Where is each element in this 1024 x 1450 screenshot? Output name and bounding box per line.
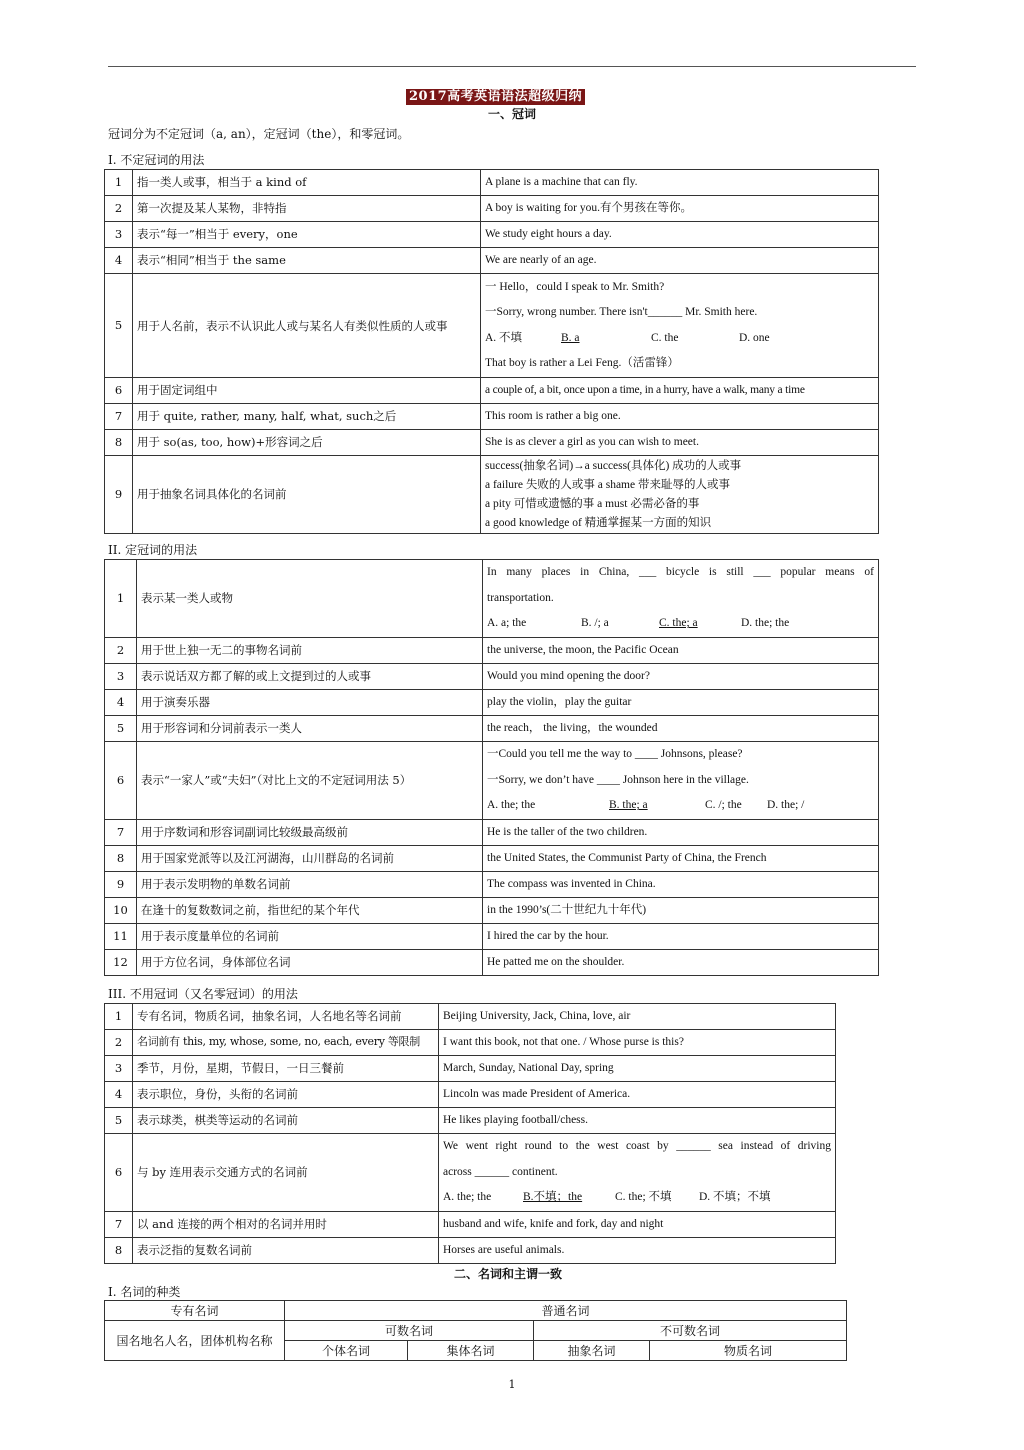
countable-noun-header: 可数名词 [285,1321,534,1341]
table-row [105,1004,836,1030]
table-row [105,170,879,196]
option-a: A. the; the [487,799,536,812]
page-number: 1 [508,1378,516,1391]
section-1-intro: 冠词分为不定冠词（a, an），定冠词（the），和零冠词。 [108,127,410,141]
table-row [105,248,879,274]
document-title: 2017高考英语语法超级归纳 [406,89,585,105]
example-cell [483,560,879,638]
usage-cell: 名词前有 this, my, whose, some, no, each, every 等限制 [133,1030,439,1056]
row-number: 6 [105,378,133,404]
row-number: 2 [105,638,137,664]
example-cell: husband and wife, knife and fork, day and night [439,1212,836,1238]
option-b: B. /; a [581,617,609,630]
example-cell: Would you mind opening the door? [483,664,879,690]
row-number: 9 [105,872,137,898]
row-number: 7 [105,404,133,430]
usage-cell: 季节，月份，星期，节假日，一日三餐前 [133,1056,439,1082]
example-cell: Lincoln was made President of America. [439,1082,836,1108]
example-cell: the United States, the Communist Party of China, the French [483,846,879,872]
row-number: 1 [105,1004,133,1030]
example-cell: A plane is a machine that can fly. [481,170,879,196]
option-b: B. a [561,331,580,344]
usage-cell: 指一类人或事，相当于 a kind of [133,170,481,196]
table-row [105,378,879,404]
table-row [105,404,879,430]
options-line [485,326,874,352]
example-cell: He patted me on the shoulder. [483,950,879,976]
table-row [105,846,879,872]
example-line: across ______ continent. [443,1165,558,1178]
row-number: 8 [105,430,133,456]
example-cell: The compass was invented in China. [483,872,879,898]
option-d: D. the; the [741,617,790,630]
table-row [105,196,879,222]
table-row [105,456,879,534]
indefinite-article-table [104,169,879,534]
usage-cell: 表示泛指的复数名词前 [133,1238,439,1264]
example-cell: We are nearly of an age. [481,248,879,274]
row-number: 11 [105,924,137,950]
example-cell: March, Sunday, National Day, spring [439,1056,836,1082]
usage-cell: 第一次提及某人某物，非特指 [133,196,481,222]
material-noun-cell: 物质名词 [650,1341,847,1361]
usage-cell: 表示职位，身份，头衔的名词前 [133,1082,439,1108]
individual-noun-cell: 个体名词 [285,1341,408,1361]
table-row [105,872,879,898]
usage-cell: 用于世上独一无二的事物名词前 [137,638,483,664]
proper-noun-description: 国名地名人名，团体机构名称 [105,1321,285,1361]
noun-types-heading: I. 名词的种类 [108,1285,181,1299]
row-number: 3 [105,664,137,690]
table-row [105,716,879,742]
example-cell: He likes playing football/chess. [439,1108,836,1134]
row-number: 6 [105,742,137,820]
noun-types-table [104,1300,847,1361]
option-a: A. the; the [443,1191,492,1204]
usage-cell: 专有名词，物质名词，抽象名词，人名地名等名词前 [133,1004,439,1030]
row-number: 1 [105,560,137,638]
example-cell: We study eight hours a day. [481,222,879,248]
table-row [105,1212,836,1238]
table-row [105,950,879,976]
example-cell: the reach， the living，the wounded [483,716,879,742]
row-number: 1 [105,170,133,196]
usage-cell: 用于 so(as, too, how)+形容词之后 [133,430,481,456]
example-cell: I want this book, not that one. / Whose purse is this? [439,1030,836,1056]
option-c: C. /; the [705,799,742,812]
uncountable-noun-header: 不可数名词 [534,1321,847,1341]
table-row [105,924,879,950]
example-cell: Beijing University, Jack, China, love, air [439,1004,836,1030]
options-line [443,1185,831,1211]
row-number: 9 [105,456,133,534]
example-cell [481,274,879,378]
part-1-heading: I. 不定冠词的用法 [108,153,205,167]
table-row [105,1321,847,1341]
example-line: We went right round to the west coast by ______ sea instead of driving [443,1140,831,1153]
part-2-heading: II. 定冠词的用法 [108,543,198,557]
usage-cell: 用于方位名词，身体部位名词 [137,950,483,976]
example-line: In many places in China, ___ bicycle is still ___ popular means of [487,566,874,579]
table-row [105,1108,836,1134]
row-number: 10 [105,898,137,924]
collective-noun-cell: 集体名词 [408,1341,534,1361]
example-cell: He is the taller of the two children. [483,820,879,846]
option-d: D. 不填；不填 [699,1191,771,1204]
example-cell: She is as clever a girl as you can wish to meet. [481,430,879,456]
table-row [105,742,879,820]
row-number: 2 [105,1030,133,1056]
row-number: 8 [105,1238,133,1264]
usage-cell: 用于 quite, rather, many, half, what, such之后 [133,404,481,430]
row-number: 4 [105,1082,133,1108]
option-a: A. 不填 [485,331,523,344]
table-row [105,560,879,638]
option-c: C. the [651,331,679,344]
example-cell [439,1134,836,1212]
example-cell: a couple of, a bit, once upon a time, in a hurry, have a walk, many a time [481,378,879,404]
example-line: That boy is rather a Lei Feng.（活雷锋） [485,357,679,369]
option-a: A. a; the [487,617,527,630]
zero-article-table [104,1003,836,1264]
common-noun-header: 普通名词 [285,1301,847,1321]
table-row [105,222,879,248]
usage-cell: 用于序数词和形容词副词比较级最高级前 [137,820,483,846]
option-b: B.不填；the [523,1191,583,1204]
row-number: 7 [105,1212,133,1238]
section-2-title: 二、名词和主谓一致 [454,1267,563,1281]
usage-cell: 表示某一类人或物 [137,560,483,638]
usage-cell: 在逢十的复数数词之前，指世纪的某个年代 [137,898,483,924]
usage-cell: 以 and 连接的两个相对的名词并用时 [133,1212,439,1238]
example-cell: Horses are useful animals. [439,1238,836,1264]
section-1-title: 一、冠词 [488,107,537,121]
usage-cell: 用于人名前，表示不认识此人或与某名人有类似性质的人或事 [133,274,481,378]
row-number: 3 [105,1056,133,1082]
example-line: transportation. [487,591,554,604]
row-number: 12 [105,950,137,976]
example-line: success(抽象名词)→a success(具体化) 成功的人或事 [485,459,742,472]
usage-cell: 表示“每一”相当于 every，one [133,222,481,248]
usage-cell: 用于表示度量单位的名词前 [137,924,483,950]
row-number: 2 [105,196,133,222]
table-row [105,638,879,664]
table-row [105,898,879,924]
example-line: 一Could you tell me the way to ____ Johnsons, please? [487,748,743,761]
table-row [105,1134,836,1212]
row-number: 8 [105,846,137,872]
table-row [105,274,879,378]
table-row [105,1030,836,1056]
usage-cell: 用于抽象名词具体化的名词前 [133,456,481,534]
table-row [105,430,879,456]
row-number: 3 [105,222,133,248]
options-line [487,793,874,819]
example-cell: I hired the car by the hour. [483,924,879,950]
example-cell [481,456,879,534]
option-c: C. the; 不填 [615,1191,672,1204]
row-number: 4 [105,248,133,274]
usage-cell: 用于表示发明物的单数名词前 [137,872,483,898]
example-cell: A boy is waiting for you.有个男孩在等你。 [481,196,879,222]
table-row [105,820,879,846]
row-number: 5 [105,274,133,378]
example-line: 一 Hello，could I speak to Mr. Smith? [485,280,665,293]
example-cell: This room is rather a big one. [481,404,879,430]
example-cell [483,742,879,820]
option-c: C. the; a [659,617,698,630]
example-cell: the universe, the moon, the Pacific Ocean [483,638,879,664]
usage-cell: 表示说话双方都了解的或上文提到过的人或事 [137,664,483,690]
usage-cell: 与 by 连用表示交通方式的名词前 [133,1134,439,1212]
usage-cell: 用于形容词和分词前表示一类人 [137,716,483,742]
option-b: B. the; a [609,799,648,812]
proper-noun-header: 专有名词 [105,1301,285,1321]
part-3-heading: III. 不用冠词（又名零冠词）的用法 [108,987,298,1001]
option-d: D. the; / [767,799,805,812]
definite-article-table [104,559,879,976]
options-line [487,611,874,637]
example-cell: in the 1990’s(二十世纪九十年代) [483,898,879,924]
row-number: 6 [105,1134,133,1212]
row-number: 5 [105,716,137,742]
example-line: a failure 失败的人或事 a shame 带来耻辱的人或事 [485,478,730,491]
row-number: 5 [105,1108,133,1134]
example-cell: play the violin，play the guitar [483,690,879,716]
table-row [105,1301,847,1321]
example-line: a good knowledge of 精通掌握某一方面的知识 [485,516,712,529]
example-line: a pity 可惜或遗憾的事 a must 必需必备的事 [485,497,700,510]
usage-cell: 用于固定词组中 [133,378,481,404]
table-row [105,1082,836,1108]
usage-cell: 表示球类，棋类等运动的名词前 [133,1108,439,1134]
abstract-noun-cell: 抽象名词 [534,1341,650,1361]
usage-cell: 用于国家党派等以及江河湖海，山川群岛的名词前 [137,846,483,872]
usage-cell: 表示“一家人”或“夫妇”（对比上文的不定冠词用法 5） [137,742,483,820]
table-row [105,1238,836,1264]
option-d: D. one [739,331,770,344]
example-line: 一Sorry, wrong number. There isn't______ Mr. Smith here. [485,306,758,318]
example-line: 一Sorry, we don’t have ____ Johnson here in the village. [487,773,749,786]
table-row [105,690,879,716]
table-row [105,664,879,690]
row-number: 4 [105,690,137,716]
usage-cell: 用于演奏乐器 [137,690,483,716]
header-rule [108,66,916,67]
row-number: 7 [105,820,137,846]
usage-cell: 表示“相同”相当于 the same [133,248,481,274]
table-row [105,1056,836,1082]
